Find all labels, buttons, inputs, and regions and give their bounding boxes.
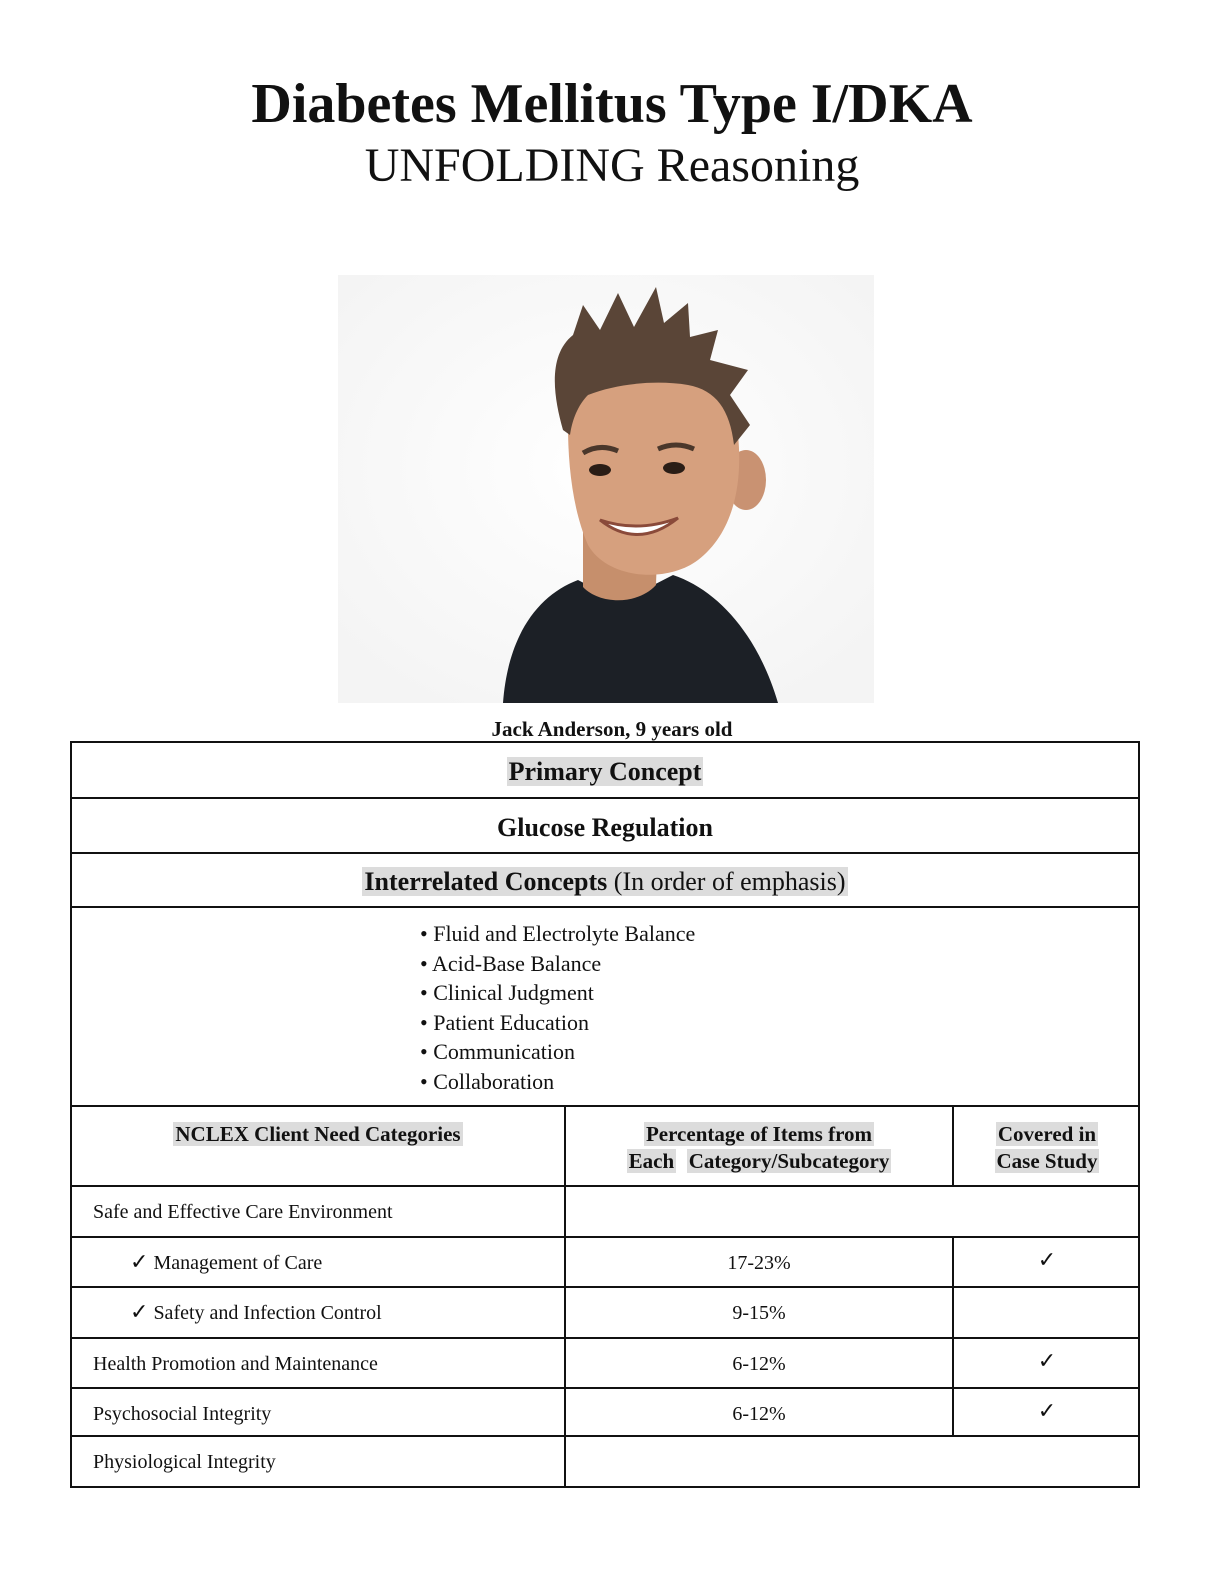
category-cell: Safety and Infection Control (153, 1302, 382, 1324)
nclex-categories-header: NCLEX Client Need Categories (175, 1122, 461, 1146)
checkmark-icon: ✓ (1037, 1349, 1057, 1374)
table-row (93, 1449, 276, 1475)
divider (72, 906, 1138, 908)
percent-cell: 9-15% (732, 1302, 786, 1324)
category-cell: Health Promotion and Maintenance (93, 1353, 378, 1375)
list-item: • Communication (420, 1037, 695, 1067)
boy-portrait-image (338, 275, 874, 703)
patient-caption: Jack Anderson, 9 years old (491, 717, 733, 741)
divider (72, 1387, 1138, 1389)
divider (72, 1435, 1138, 1437)
table-row (130, 1250, 322, 1276)
category-cell: Physiological Integrity (93, 1451, 276, 1473)
primary-concept-label: Primary Concept (508, 757, 702, 786)
concept-table (70, 741, 1140, 1488)
list-item: • Fluid and Electrolyte Balance (420, 919, 695, 949)
category-cell: Management of Care (153, 1252, 323, 1274)
column-divider (952, 1106, 954, 1187)
primary-concept-header (72, 757, 1138, 787)
list-item: • Patient Education (420, 1008, 695, 1038)
divider (72, 1105, 1138, 1107)
document-subtitle: UNFOLDING Reasoning (364, 139, 860, 192)
interrelated-concepts-list (420, 919, 695, 1097)
category-cell: Psychosocial Integrity (93, 1403, 272, 1425)
column-divider (564, 1106, 566, 1488)
divider (72, 1236, 1138, 1238)
checkmark-icon: ✓ (1037, 1399, 1057, 1424)
divider (72, 852, 1138, 854)
interrelated-concepts-label: Interrelated Concepts (364, 867, 608, 896)
interrelated-concepts-header (72, 867, 1138, 897)
table-row (93, 1401, 271, 1427)
table-row (93, 1351, 378, 1377)
interrelated-concepts-note: (In order of emphasis) (613, 867, 846, 896)
divider (72, 797, 1138, 799)
list-item: • Clinical Judgment (420, 978, 695, 1008)
list-item: • Collaboration (420, 1067, 695, 1097)
percentage-header: Percentage of Items from Each Category/Subcategory (628, 1122, 890, 1173)
percent-cell: 6-12% (732, 1353, 786, 1375)
percent-cell: 6-12% (732, 1403, 786, 1425)
table-row (93, 1199, 393, 1225)
checkmark-icon: ✓ (130, 1250, 149, 1275)
primary-concept-value: Glucose Regulation (497, 813, 713, 842)
table-row (130, 1300, 382, 1326)
divider (72, 1337, 1138, 1339)
divider (72, 1185, 1138, 1187)
list-item: • Acid-Base Balance (420, 949, 695, 979)
checkmark-icon: ✓ (1037, 1248, 1057, 1273)
divider (72, 1286, 1138, 1288)
category-cell: Safe and Effective Care Environment (93, 1201, 393, 1223)
percent-cell: 17-23% (727, 1252, 791, 1274)
checkmark-icon: ✓ (130, 1300, 149, 1325)
covered-header: Covered in Case Study (996, 1122, 1098, 1173)
patient-photo (338, 275, 874, 703)
document-title: Diabetes Mellitus Type I/DKA (251, 73, 973, 135)
